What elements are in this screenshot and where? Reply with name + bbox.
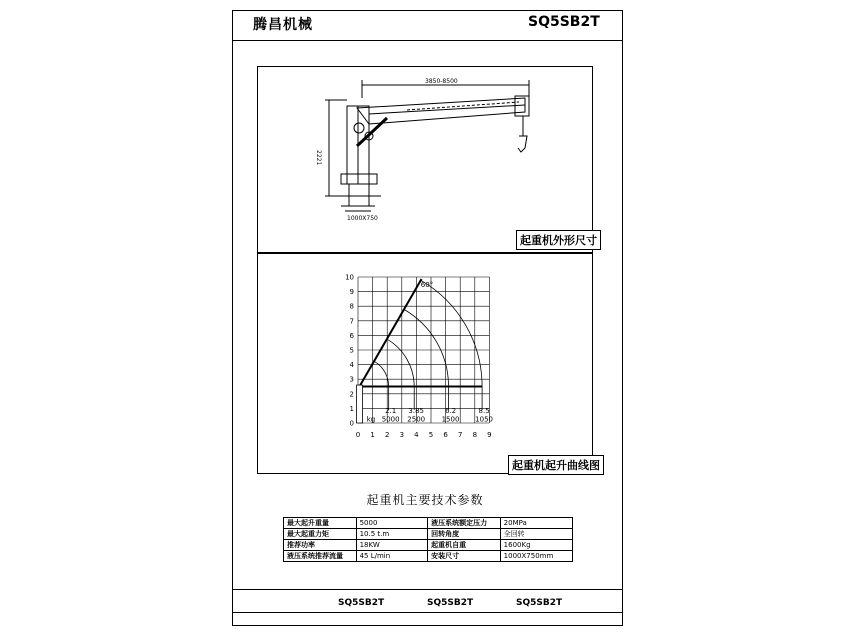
- spec-table: [283, 517, 573, 562]
- footer-rule-bottom: [232, 612, 623, 613]
- x-tick-label: 6: [443, 431, 448, 439]
- spec-row: [284, 518, 573, 529]
- spec-label: 起重机自重: [428, 540, 501, 551]
- spec-label: 最大起重力矩: [284, 529, 357, 540]
- y-tick-label: 4: [349, 361, 354, 370]
- footer-model-3: SQ5SB2T: [516, 598, 563, 608]
- x-tick-label: 2: [384, 431, 390, 439]
- spec-value: 10.5 t.m: [356, 529, 428, 540]
- footer-model-1: SQ5SB2T: [338, 598, 385, 608]
- spec-value: 1600Kg: [500, 540, 572, 551]
- y-tick-label: 6: [349, 331, 354, 340]
- drawing-caption: 起重机外形尺寸: [516, 230, 601, 250]
- spec-value: 20MPa: [500, 518, 572, 529]
- x-tick-label: 8: [472, 431, 478, 439]
- y-tick-label: 2: [349, 390, 354, 399]
- spec-label: 安装尺寸: [428, 551, 501, 562]
- y-tick-label: 1: [349, 404, 354, 413]
- x-tick-label: 5: [428, 431, 434, 439]
- reach-value: 3.85: [408, 406, 425, 415]
- unit-label: kg: [366, 415, 376, 424]
- load-chart: [257, 253, 593, 474]
- spec-value: 全回转: [500, 529, 572, 540]
- header-rule: [232, 40, 623, 41]
- chart-load-labels: [382, 407, 493, 424]
- load-value: 5000: [381, 415, 400, 424]
- angle-label: 60°: [420, 281, 434, 290]
- model-number: SQ5SB2T: [528, 14, 600, 30]
- y-tick-label: 10: [345, 273, 354, 282]
- y-tick-label: 9: [349, 288, 354, 297]
- spec-row: [284, 529, 573, 540]
- chart-grid: [358, 277, 489, 423]
- reach-arc: [421, 280, 482, 386]
- y-tick-label: 8: [349, 302, 354, 311]
- dim-reach-label: 3850-8500: [425, 78, 458, 85]
- spec-value: 1000X750mm: [500, 551, 572, 562]
- dim-height-label: 2221: [315, 150, 322, 166]
- chart-curves: [357, 279, 483, 423]
- spec-value: 18KW: [356, 540, 428, 551]
- load-value: 2500: [407, 415, 426, 424]
- x-tick-label: 3: [399, 431, 405, 439]
- spec-value: 5000: [356, 518, 428, 529]
- reach-arc: [374, 361, 389, 386]
- x-tick-label: 1: [370, 431, 375, 439]
- load-value: 1050: [475, 415, 494, 424]
- x-tick-label: 4: [414, 431, 419, 439]
- load-chart-caption: 起重机起升曲线图: [508, 455, 604, 475]
- spec-label: 液压系统额定压力: [428, 518, 501, 529]
- footer-rule-top: [232, 589, 623, 590]
- y-tick-label: 7: [349, 317, 354, 326]
- y-tick-label: 0: [349, 419, 354, 428]
- y-tick-label: 5: [349, 346, 354, 355]
- spec-row: [284, 540, 573, 551]
- x-tick-label: 9: [487, 431, 492, 439]
- spec-label: 最大起升重量: [284, 518, 357, 529]
- reach-value: 2.1: [385, 406, 397, 415]
- spec-label: 回转角度: [428, 529, 501, 540]
- reach-value: 8.5: [478, 406, 490, 415]
- dim-base-label: 1000X750: [347, 215, 378, 222]
- spec-label: 液压系统推荐流量: [284, 551, 357, 562]
- y-tick-label: 3: [349, 375, 354, 384]
- spec-value: 45 L/min: [356, 551, 428, 562]
- load-value: 1500: [441, 415, 460, 424]
- company-name: 腾昌机械: [253, 17, 313, 33]
- crane-drawing: [257, 66, 593, 253]
- x-tick-label: 0: [355, 431, 361, 439]
- spec-title: 起重机主要技术参数: [366, 493, 484, 507]
- crane-column: [357, 385, 363, 423]
- spec-label: 推荐功率: [284, 540, 357, 551]
- x-tick-label: 7: [457, 431, 463, 439]
- footer-model-2: SQ5SB2T: [427, 598, 474, 608]
- spec-row: [284, 551, 573, 562]
- reach-value: 6.2: [444, 406, 457, 415]
